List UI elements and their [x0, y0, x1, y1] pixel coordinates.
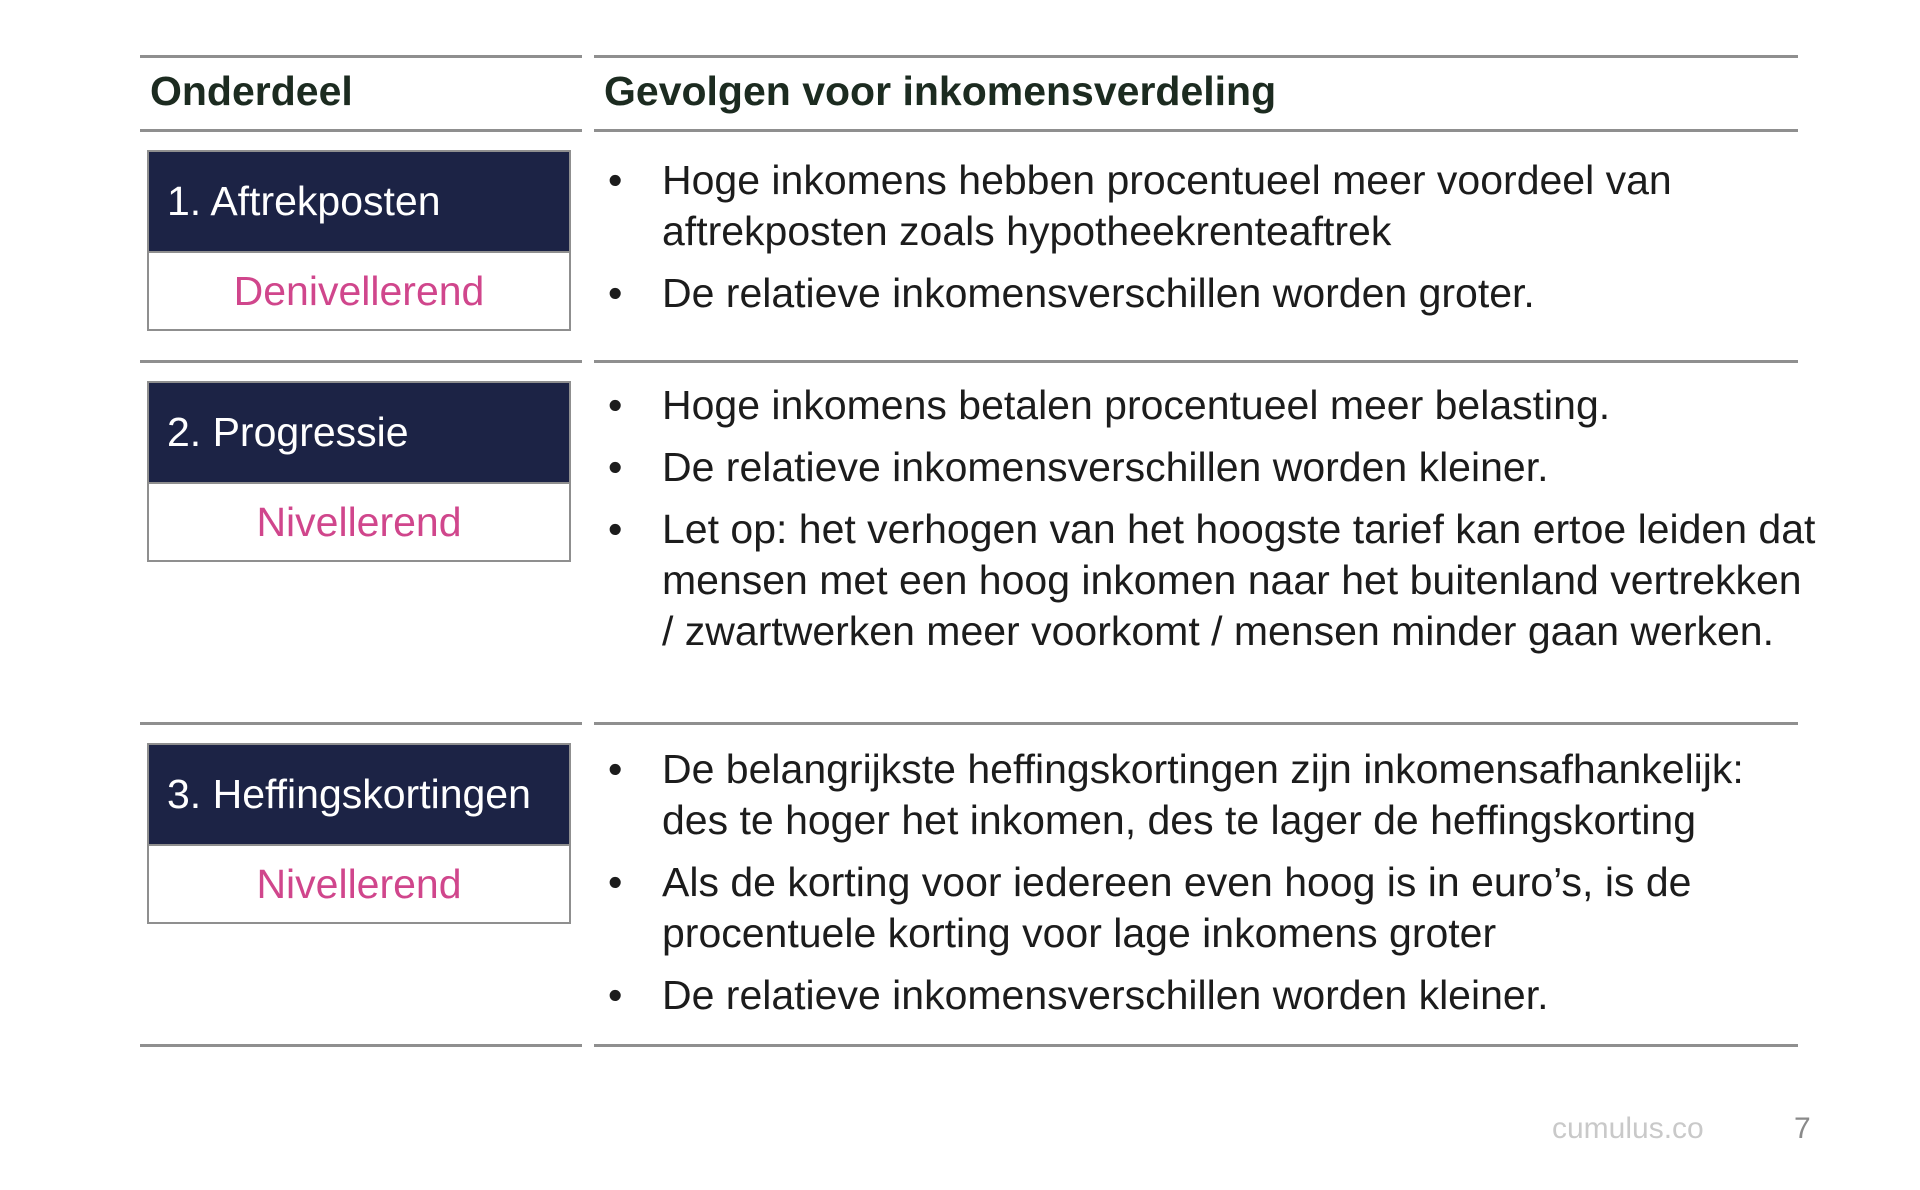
row-divider-left [140, 360, 582, 363]
table-top-rule-right [594, 55, 1798, 58]
part-title: 2. Progressie [149, 383, 569, 482]
part-card-aftrekposten [147, 150, 571, 331]
bullet-text: De relatieve inkomensverschillen worden groter. [662, 270, 1535, 316]
part-card-heffingskortingen [147, 743, 571, 924]
bullet-text: Hoge inkomens hebben procentueel meer voordeel van aftrekposten zoals hypotheekrenteaftrek [662, 157, 1672, 254]
part-effect-label: Denivellerend [149, 251, 569, 329]
column-header-part: Onderdeel [150, 68, 353, 114]
bullet-icon: • [608, 382, 623, 428]
bullet-icon: • [608, 270, 623, 316]
part-effect-label: Nivellerend [149, 482, 569, 560]
header-rule-right [594, 129, 1798, 132]
table-top-rule-left [140, 55, 582, 58]
part-effect-label: Nivellerend [149, 844, 569, 922]
bullet-text: Hoge inkomens betalen procentueel meer belasting. [662, 382, 1611, 428]
table-bottom-rule-right [594, 1044, 1798, 1047]
bullet-icon: • [608, 859, 623, 905]
list-item [604, 857, 1819, 959]
list-item [604, 504, 1819, 657]
list-item [604, 970, 1819, 1021]
page-number: 7 [1794, 1112, 1811, 1145]
bullet-text: De belangrijkste heffingskortingen zijn inkomensafhankelijk: des te hoger het inkomen, des te lager de heffingskorting [662, 746, 1744, 843]
effects-list [604, 155, 1819, 330]
effects-list [604, 744, 1819, 1032]
bullet-icon: • [608, 506, 623, 552]
row-divider-right [594, 722, 1798, 725]
bullet-text: Als de korting voor iedereen even hoog is in euro’s, is de procentuele korting voor lage inkomens groter [662, 859, 1692, 956]
bullet-icon: • [608, 746, 623, 792]
list-item [604, 380, 1819, 431]
header-rule-left [140, 129, 582, 132]
table-bottom-rule-left [140, 1044, 582, 1047]
part-card-progressie [147, 381, 571, 562]
bullet-icon: • [608, 157, 623, 203]
list-item [604, 442, 1819, 493]
bullet-icon: • [608, 444, 623, 490]
bullet-text: De relatieve inkomensverschillen worden kleiner. [662, 444, 1549, 490]
list-item [604, 155, 1819, 257]
list-item [604, 744, 1819, 846]
bullet-icon: • [608, 972, 623, 1018]
row-divider-right [594, 360, 1798, 363]
bullet-text: De relatieve inkomensverschillen worden kleiner. [662, 972, 1549, 1018]
bullet-text: Let op: het verhogen van het hoogste tarief kan ertoe leiden dat mensen met een hoog inkomen naar het buitenland vertrekken / zwartwerken meer voorkomt / mensen minder gaan werken. [662, 506, 1816, 654]
list-item [604, 268, 1819, 319]
effects-list [604, 380, 1819, 668]
column-header-effects: Gevolgen voor inkomensverdeling [604, 68, 1277, 114]
part-title: 1. Aftrekposten [149, 152, 569, 251]
part-title: 3. Heffingskortingen [149, 745, 569, 844]
footer-brand: cumulus.co [1552, 1112, 1704, 1145]
row-divider-left [140, 722, 582, 725]
